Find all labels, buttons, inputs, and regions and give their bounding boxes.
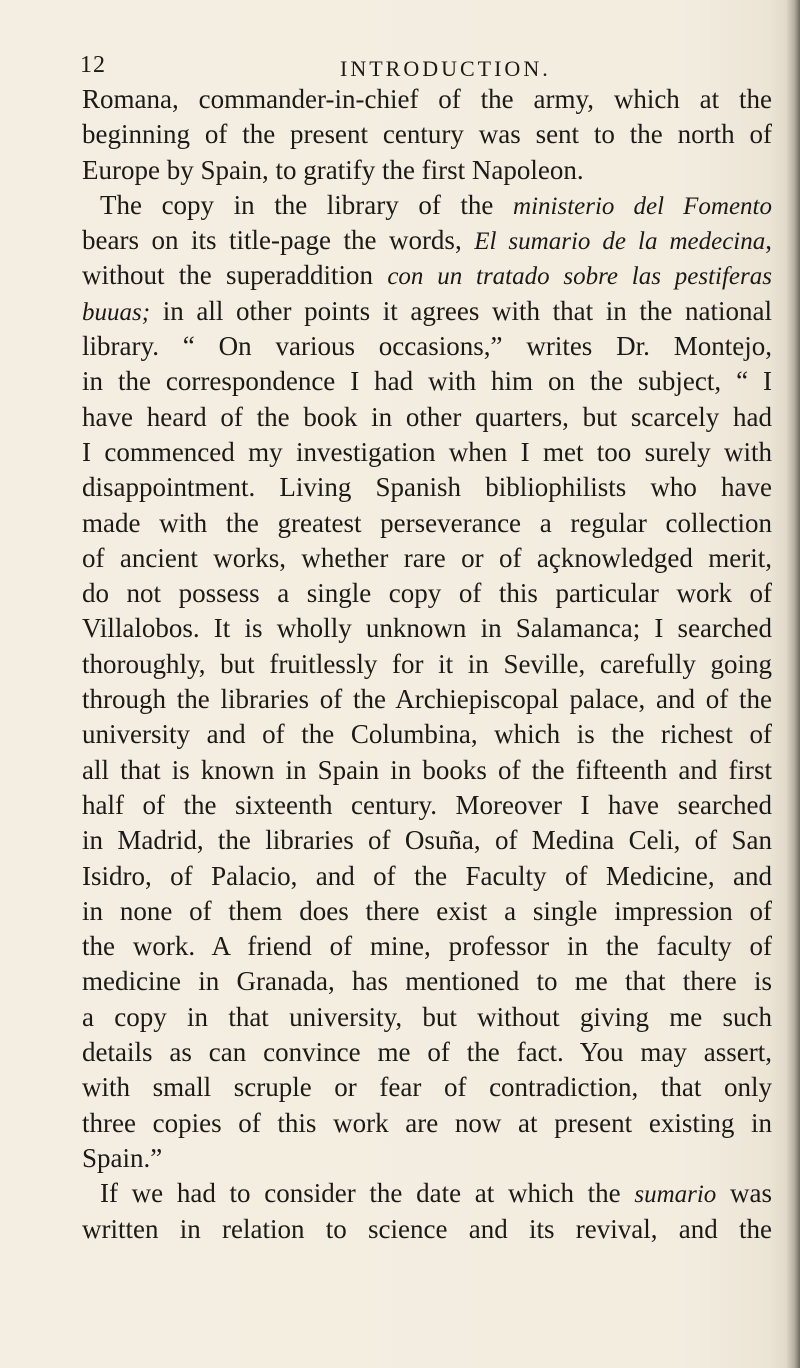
page-number: 12 — [80, 52, 106, 78]
text-line — [82, 470, 772, 505]
text-segment: Villalobos. It is wholly unknown in Salamanca; I searched — [82, 613, 772, 644]
text-line — [82, 1141, 772, 1176]
text-segment: do not possess a single copy of this particular work of — [82, 578, 772, 609]
body-text — [82, 82, 772, 1247]
text-line — [82, 647, 772, 682]
italic-segment: El sumario de la medecina — [474, 228, 766, 256]
text-line — [82, 400, 772, 435]
text-segment: Romana, commander-in-chief of the army, which at the — [82, 84, 772, 114]
text-segment: Europe by Spain, to gratify the first Napoleon. — [82, 154, 584, 185]
text-segment: , — [765, 225, 772, 256]
italic-segment: ministerio del Fomento — [513, 192, 772, 220]
text-line — [82, 894, 772, 929]
text-line — [82, 153, 772, 188]
text-line — [82, 435, 772, 470]
text-line — [82, 364, 772, 399]
text-line — [82, 682, 772, 717]
text-line — [82, 1070, 772, 1105]
text-line — [82, 1000, 772, 1035]
text-segment: The copy in the library of the — [100, 189, 514, 220]
text-line — [82, 541, 772, 576]
running-head: INTRODUCTION. — [340, 56, 551, 81]
text-segment: without the superaddition — [82, 260, 388, 291]
text-line — [82, 1035, 772, 1070]
text-segment: of ancient works, whether rare or of açknowledged merit, — [82, 542, 772, 573]
text-segment: all that is known in Spain in books of the fifteenth and first — [82, 754, 772, 785]
text-line — [82, 258, 772, 293]
text-line — [82, 964, 772, 999]
text-segment: a copy in that university, but without giving me such — [82, 1001, 772, 1032]
text-segment: medicine in Granada, has mentioned to me that there is — [82, 966, 772, 997]
text-segment: beginning of the present century was sent to the north of — [82, 119, 772, 150]
text-line — [82, 717, 772, 752]
text-segment: the work. A friend of mine, professor in the faculty of — [82, 931, 772, 962]
text-line — [82, 117, 772, 152]
text-segment: in the correspondence I had with him on the subject, “ I — [82, 366, 772, 397]
text-line — [82, 188, 772, 223]
text-segment: have heard of the book in other quarters, but scarcely had — [82, 401, 772, 432]
text-line — [82, 929, 772, 964]
text-segment: details as can convince me of the fact. You may assert, — [82, 1037, 772, 1068]
text-segment: was — [716, 1178, 773, 1209]
text-line — [82, 823, 772, 858]
text-segment: in none of them does there exist a single impression of — [82, 895, 772, 926]
text-line — [82, 611, 772, 646]
text-line — [82, 1106, 772, 1141]
text-segment: in Madrid, the libraries of Osuña, of Medina Celi, of San — [82, 825, 772, 856]
text-segment: written in relation to science and its revival, and the — [82, 1213, 772, 1244]
text-line — [82, 576, 772, 611]
text-line — [82, 1176, 772, 1211]
text-segment: thoroughly, but fruitlessly for it in Seville, carefully going — [82, 648, 772, 679]
page-edge-shadow — [786, 0, 800, 1368]
text-line — [82, 859, 772, 894]
text-segment: through the libraries of the Archiepiscopal palace, and of the — [82, 684, 772, 715]
text-segment: I commenced my investigation when I met too surely with — [82, 436, 772, 467]
italic-segment: con un tratado sobre las pestiferas — [387, 263, 772, 291]
text-segment: disappointment. Living Spanish bibliophilists who have — [82, 472, 772, 503]
italic-segment: buuas; — [82, 298, 151, 326]
text-segment: bears on its title-page the words, — [82, 225, 475, 256]
text-line — [82, 506, 772, 541]
text-segment: in all other points it agrees with that in the national — [150, 295, 772, 326]
text-segment: library. “ On various occasions,” writes Dr. Montejo, — [82, 331, 772, 362]
text-segment: Spain.” — [82, 1142, 163, 1173]
text-line — [82, 753, 772, 788]
text-line — [82, 223, 772, 258]
italic-segment: sumario — [634, 1181, 717, 1209]
text-segment: university and of the Columbina, which is the richest of — [82, 719, 772, 750]
text-line — [82, 294, 772, 329]
text-line — [82, 329, 772, 364]
text-line — [82, 788, 772, 823]
text-segment: with small scruple or fear of contradiction, that only — [82, 1072, 772, 1103]
text-line — [82, 1212, 772, 1247]
text-segment: half of the sixteenth century. Moreover I have searched — [82, 789, 772, 820]
text-line — [82, 82, 772, 117]
text-segment: made with the greatest perseverance a regular collection — [82, 507, 772, 538]
text-segment: Isidro, of Palacio, and of the Faculty of Medicine, and — [82, 860, 772, 891]
text-segment: three copies of this work are now at present existing in — [82, 1107, 772, 1138]
text-segment: If we had to consider the date at which the — [100, 1178, 635, 1209]
